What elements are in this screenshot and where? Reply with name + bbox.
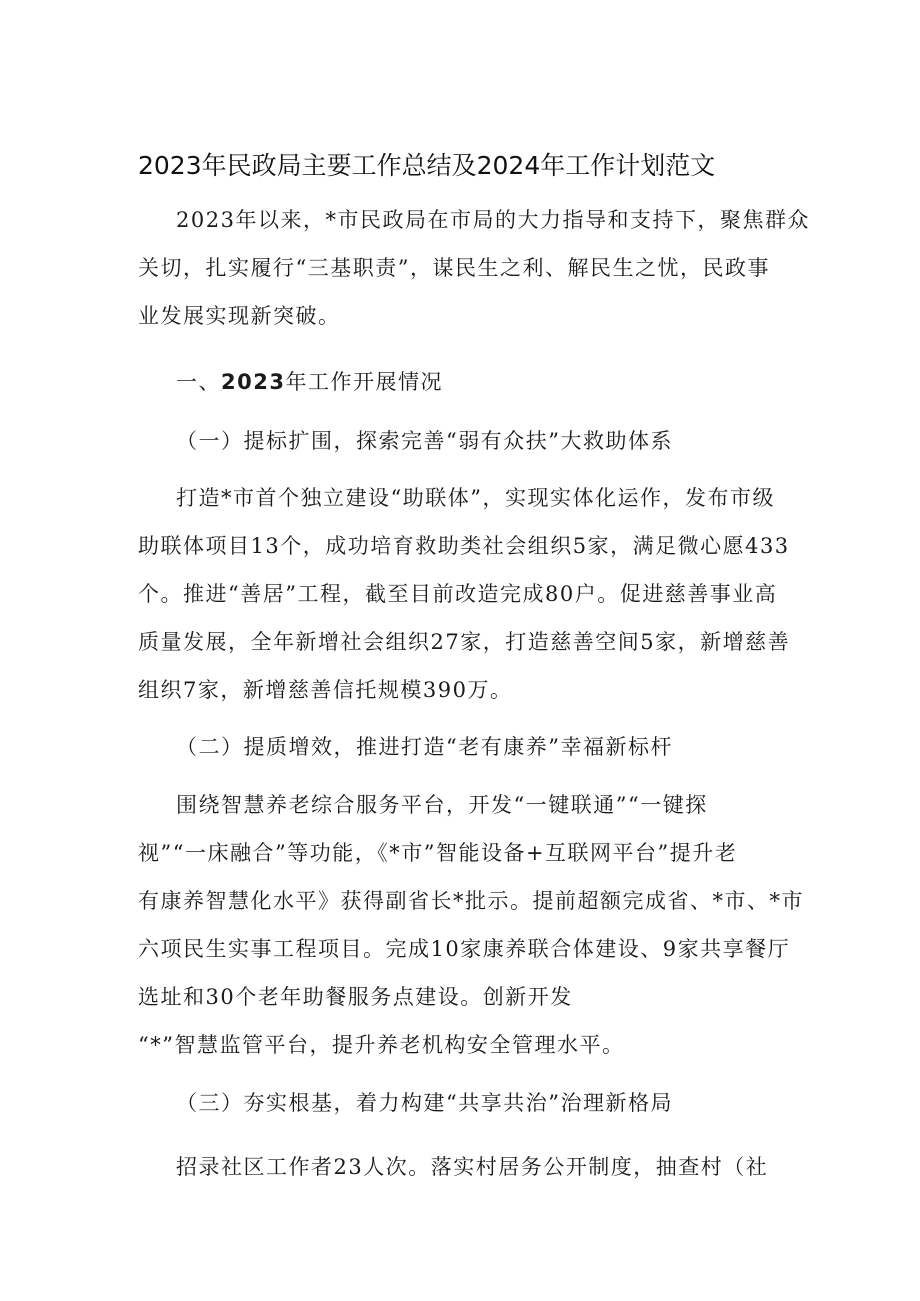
subsection-3-paragraph bbox=[138, 1143, 778, 1191]
paragraph-line: 视”“一床融合”等功能，《*市”智能设备+互联网平台”提升老 bbox=[138, 841, 738, 865]
intro-line: 关切，扎实履行“三基职责”，谋民生之利、解民生之忧，民政事 bbox=[138, 256, 770, 280]
section-year: 2023 bbox=[221, 370, 286, 394]
subsection-1-paragraph bbox=[138, 474, 791, 714]
paragraph-line: 打造*市首个独立建设“助联体”，实现实体化运作，发布市级 bbox=[176, 486, 775, 510]
subsection-heading-2: （二）提质增效，推进打造“老有康养”幸福新标杆 bbox=[176, 735, 673, 759]
intro-line: 2023年以来，*市民政局在市局的大力指导和支持下，聚焦群众 bbox=[176, 208, 810, 232]
section-prefix: 一、 bbox=[176, 370, 221, 394]
paragraph-line: 围绕智慧养老综合服务平台，开发“一键联通”“一键探 bbox=[176, 793, 708, 817]
subsection-2-paragraph bbox=[138, 781, 804, 1069]
paragraph-line: 选址和30个老年助餐服务点建设。创新开发 bbox=[138, 985, 573, 1009]
paragraph-line: 招录社区工作者23人次。落实村居务公开制度，抽查村（社 bbox=[176, 1155, 769, 1179]
paragraph-line: 助联体项目13个，成功培育救助类社会组织5家，满足微心愿433 bbox=[138, 534, 790, 558]
section-suffix: 年工作开展情况 bbox=[285, 370, 443, 394]
paragraph-line: 组织7家，新增慈善信托规模390万。 bbox=[138, 678, 513, 702]
document-title: 2023年民政局主要工作总结及2024年工作计划范文 bbox=[138, 151, 716, 180]
paragraph-line: 有康养智慧化水平》获得副省长*批示。提前超额完成省、*市、*市 bbox=[138, 889, 804, 913]
subsection-heading-3: （三）夯实根基，着力构建“共享共治”治理新格局 bbox=[176, 1091, 673, 1115]
intro-paragraph bbox=[138, 196, 810, 340]
paragraph-line: 质量发展，全年新增社会组织27家，打造慈善空间5家，新增慈善 bbox=[138, 630, 791, 654]
subsection-heading-1: （一）提标扩围，探索完善“弱有众扶”大救助体系 bbox=[176, 429, 673, 453]
paragraph-line: “*”智慧监管平台，提升养老机构安全管理水平。 bbox=[138, 1033, 625, 1057]
paragraph-line: 个。推进“善居”工程，截至目前改造完成80户。促进慈善事业高 bbox=[138, 582, 778, 606]
intro-line: 业发展实现新突破。 bbox=[138, 304, 341, 328]
paragraph-line: 六项民生实事工程项目。完成10家康养联合体建设、9家共享餐厅 bbox=[138, 937, 791, 961]
section-heading-1 bbox=[176, 362, 443, 402]
